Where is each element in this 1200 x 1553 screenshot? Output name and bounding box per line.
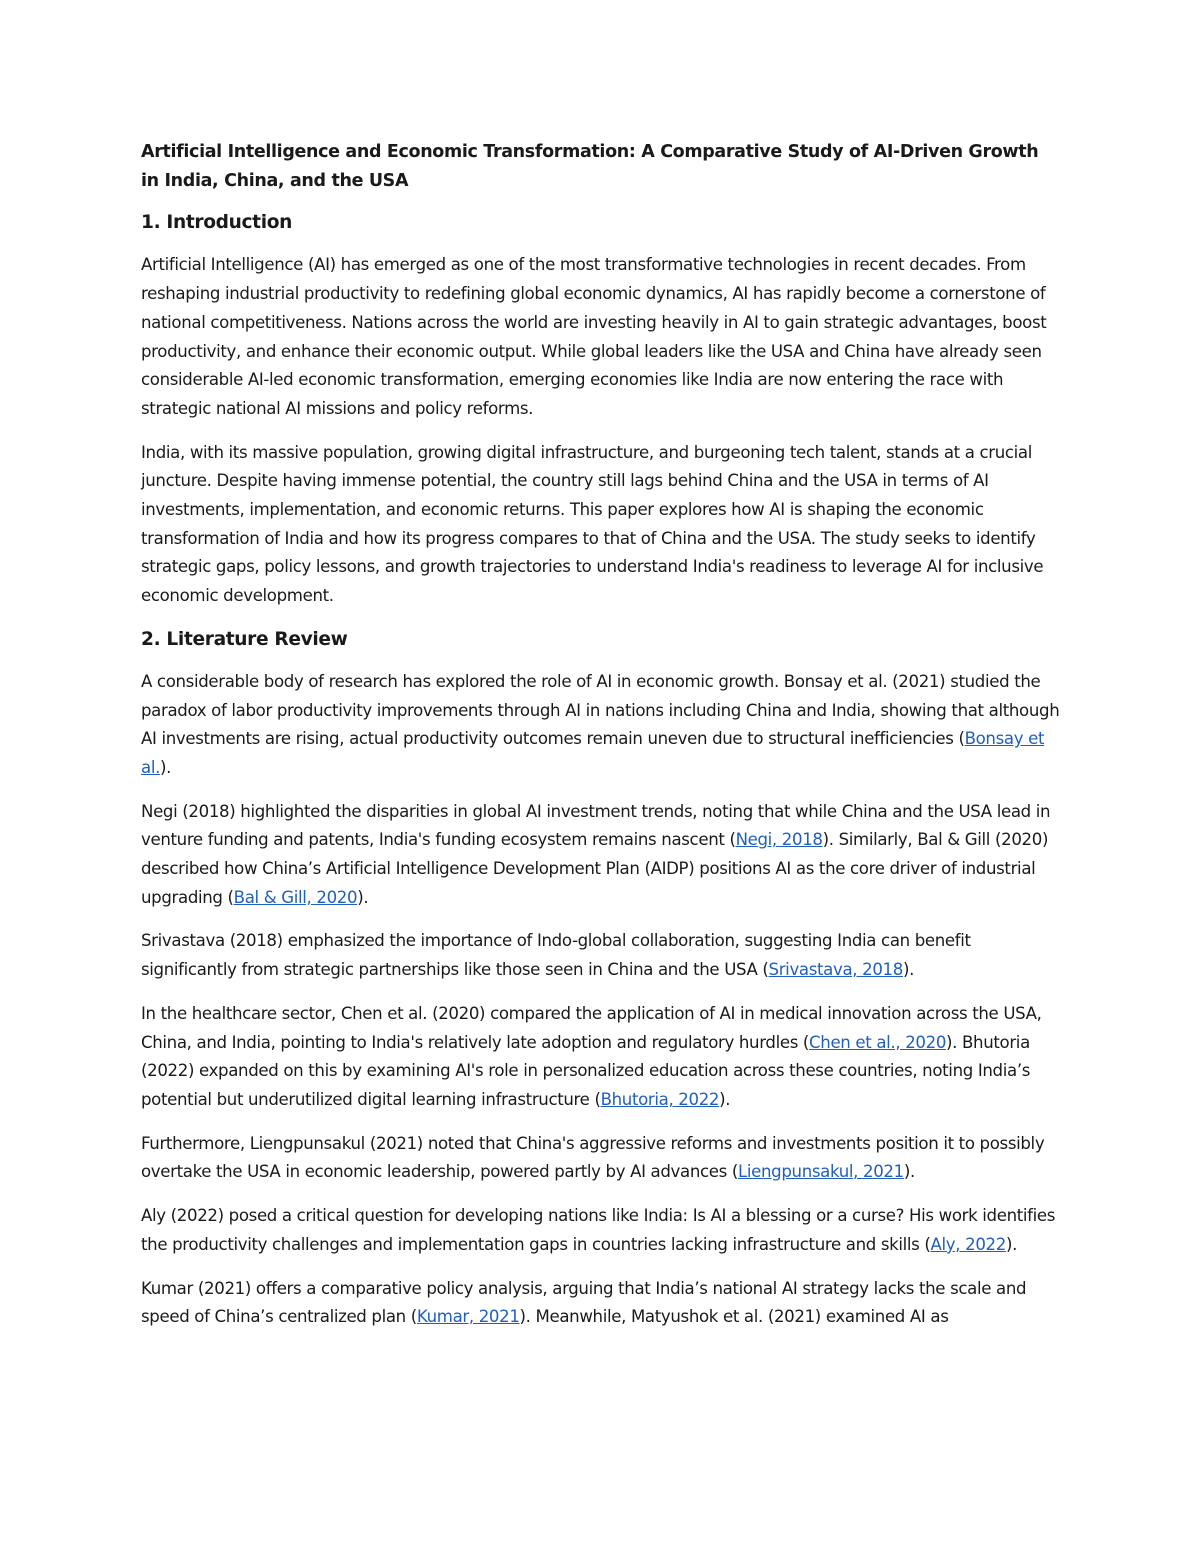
citation-link[interactable]: Chen et al., 2020 — [809, 1032, 947, 1052]
paragraph-text: Aly (2022) posed a critical question for developing nations like India: Is AI a blessing or a curse? His work identifies the productivity challenges and implementation gaps in countries lacking infrastructure and skills ( — [141, 1206, 1056, 1254]
paragraph — [141, 668, 1061, 783]
paragraph-text: India, with its massive population, growing digital infrastructure, and burgeoning tech talent, stands at a crucial juncture. Despite having immense potential, the country still lags behind China and the USA in terms of AI investments, implementation, and economic returns. This paper explores how AI is shaping the economic transformation of India and how its progress compares to that of China and the USA. The study seeks to identify strategic gaps, policy lessons, and growth trajectories to understand India's readiness to leverage AI for inclusive economic development. — [141, 442, 1044, 606]
paragraph-text: A considerable body of research has explored the role of AI in economic growth. Bonsay et al. (2021) studied the paradox of labor productivity improvements through AI in nations including China and India, showing that although AI investments are rising, actual productivity outcomes remain uneven due to structural inefficiencies ( — [141, 671, 1060, 749]
paragraph-text: ). — [719, 1089, 731, 1109]
paragraph — [141, 439, 1061, 611]
document-body — [141, 138, 1061, 1347]
citation-link[interactable]: Negi, 2018 — [735, 830, 823, 850]
paragraph — [141, 1130, 1061, 1187]
paragraph — [141, 251, 1061, 423]
citation-link[interactable]: Bonsay et al. — [141, 729, 1045, 777]
paragraph-text: ). Bhutoria (2022) expanded on this by examining AI's role in personalized education across these countries, noting India’s potential but underutilized digital learning infrastructure ( — [141, 1032, 1031, 1109]
paragraph — [141, 798, 1061, 913]
citation-link[interactable]: Bhutoria, 2022 — [600, 1089, 720, 1109]
paragraph-text: ). — [1005, 1234, 1018, 1254]
paragraph — [141, 1275, 1061, 1332]
paragraph-text: ). — [902, 960, 915, 980]
paragraph-text: Furthermore, Liengpunsakul (2021) noted that China's aggressive reforms and investments position it to possibly overtake the USA in economic leadership, powered partly by AI advances ( — [141, 1133, 1045, 1182]
paragraph-text: ). Meanwhile, Matyushok et al. (2021) examined AI as — [519, 1307, 949, 1327]
paragraph — [141, 927, 1061, 984]
paragraph-text: ). — [357, 887, 369, 907]
citation-link[interactable]: Srivastava, 2018 — [768, 960, 903, 980]
document-sections — [141, 209, 1061, 1332]
citation-link[interactable]: Kumar, 2021 — [416, 1307, 520, 1327]
paragraph-text: ). — [160, 757, 172, 777]
document-title: Artificial Intelligence and Economic Transformation: A Comparative Study of AI-Driven Growth in India, China, and the USA — [141, 142, 1039, 191]
section-heading: 2. Literature Review — [141, 628, 348, 650]
paragraph-text: ). Similarly, Bal & Gill (2020) described how China’s Artificial Intelligence Development Plan (AIDP) positions AI as the core driver of industrial upgrading ( — [141, 830, 1049, 907]
paragraph-text: In the healthcare sector, Chen et al. (2020) compared the application of AI in medical innovation across the USA, China, and India, pointing to India's relatively late adoption and regulatory hurdles ( — [141, 1003, 1042, 1052]
section-heading: 1. Introduction — [141, 212, 293, 234]
citation-link[interactable]: Aly, 2022 — [930, 1234, 1006, 1254]
citation-link[interactable]: Liengpunsakul, 2021 — [738, 1162, 904, 1182]
paragraph — [141, 1202, 1061, 1259]
paragraph-text: Kumar (2021) offers a comparative policy analysis, arguing that India’s national AI strategy lacks the scale and speed of China’s centralized plan ( — [141, 1278, 1027, 1327]
paragraph — [141, 1000, 1061, 1115]
paragraph-text: Negi (2018) highlighted the disparities in global AI investment trends, noting that while China and the USA lead in venture funding and patents, India's funding ecosystem remains nascent ( — [141, 801, 1051, 850]
paragraph-text: Srivastava (2018) emphasized the importance of Indo-global collaboration, suggesting India can benefit significantly from strategic partnerships like those seen in China and the USA ( — [141, 931, 971, 980]
citation-link[interactable]: Bal & Gill, 2020 — [233, 887, 358, 907]
paragraph-text: Artificial Intelligence (AI) has emerged as one of the most transformative technologies in recent decades. From reshaping industrial productivity to redefining global economic dynamics, AI has rapidly become a cornerstone of national competitiveness. Nations across the world are investing heavily in AI to gain strategic advantages, boost productivity, and enhance their economic output. While global leaders like the USA and China have already seen considerable AI-led economic transformation, emerging economies like India are now entering the race with strategic national AI missions and policy reforms. — [141, 255, 1047, 418]
paragraph-text: ). — [903, 1162, 915, 1182]
